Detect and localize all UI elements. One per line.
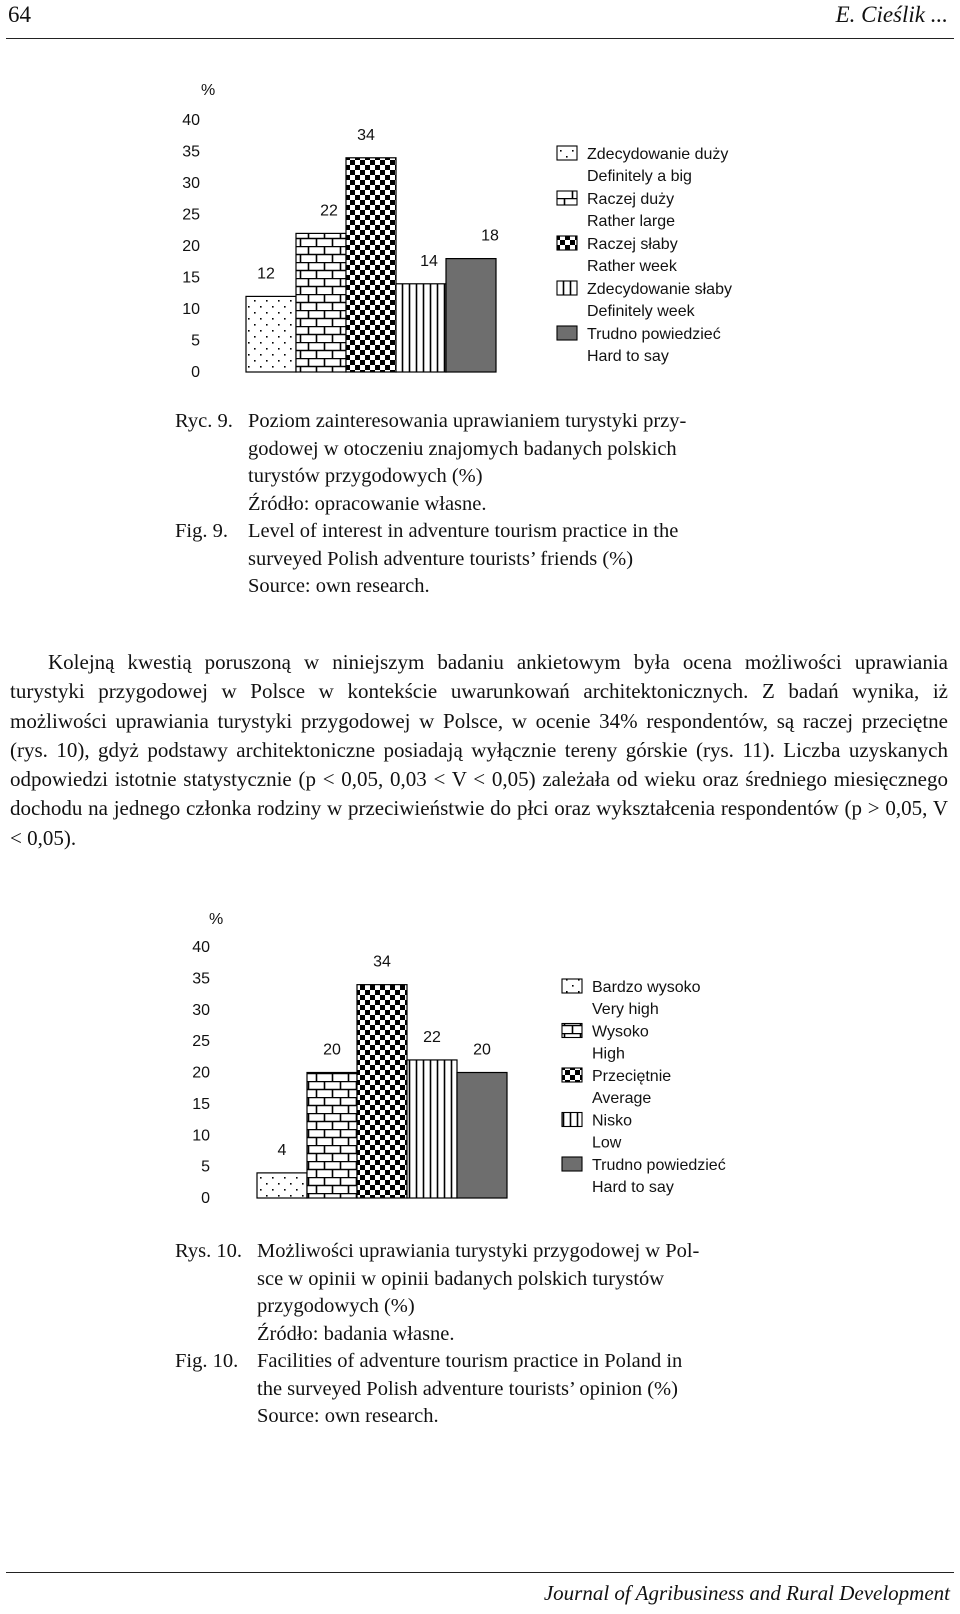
- caption-line: sce w opinii w opinii badanych polskich turystów: [257, 1267, 665, 1290]
- data-label: 12: [257, 265, 275, 283]
- caption-line: Źródło: opracowanie własne.: [248, 492, 487, 515]
- legend-label: Raczej duży: [587, 191, 675, 208]
- y-tick-label: 5: [201, 1158, 210, 1176]
- legend-label: Rather week: [587, 258, 677, 275]
- y-tick-label: 30: [182, 175, 200, 192]
- legend-label: Average: [592, 1090, 652, 1107]
- figure-9-chart: [0, 70, 960, 390]
- bar: [346, 158, 396, 372]
- y-tick-label: 40: [192, 939, 210, 956]
- legend-label: Trudno powiedzieć: [592, 1157, 726, 1174]
- legend-swatch: [557, 236, 577, 250]
- caption-line: przygodowych (%): [257, 1295, 415, 1317]
- bar: [257, 1173, 307, 1198]
- data-label: 20: [323, 1041, 341, 1059]
- caption-line: turystów przygodowych (%): [248, 465, 483, 487]
- legend-label: Wysoko: [592, 1023, 649, 1041]
- y-tick-label: 35: [192, 970, 210, 988]
- legend-swatch: [562, 979, 582, 993]
- bar: [296, 233, 346, 372]
- data-label: 14: [420, 252, 438, 270]
- data-label: 34: [373, 953, 391, 971]
- running-head-author: E. Cieślik ...: [835, 2, 948, 27]
- figure-10-caption: [175, 1238, 775, 1431]
- y-tick-label: 40: [182, 112, 200, 129]
- legend-label: Hard to say: [592, 1179, 674, 1196]
- caption-line: Source: own research.: [257, 1405, 439, 1427]
- y-tick-label: 5: [191, 332, 200, 350]
- legend-label: Very high: [592, 1001, 659, 1018]
- data-label: 22: [320, 202, 338, 220]
- legend-label: Nisko: [592, 1112, 633, 1130]
- bar: [357, 985, 407, 1198]
- y-axis-label: %: [209, 911, 224, 928]
- y-tick-label: 0: [201, 1190, 210, 1207]
- caption-line: Facilities of adventure tourism practice in Poland in: [257, 1350, 683, 1372]
- caption-label-pl: Ryc. 9.: [175, 410, 233, 432]
- y-tick-label: 25: [192, 1033, 210, 1051]
- caption-label-en: Fig. 9.: [175, 520, 228, 542]
- data-label: 22: [423, 1028, 441, 1046]
- legend-label: Rather large: [587, 213, 676, 230]
- legend-label: Zdecydowanie słaby: [587, 281, 732, 298]
- legend-label: Low: [592, 1134, 622, 1152]
- caption-line: Źródło: badania własne.: [257, 1322, 455, 1345]
- legend-swatch: [562, 1113, 582, 1127]
- legend-swatch: [562, 1024, 582, 1038]
- y-tick-label: 30: [192, 1001, 210, 1019]
- legend-swatch: [562, 1068, 582, 1082]
- data-label: 20: [473, 1041, 491, 1059]
- footer-rule: [6, 1572, 954, 1573]
- bar: [396, 284, 446, 372]
- legend-label: Raczej słaby: [587, 236, 678, 253]
- bar: [246, 296, 296, 372]
- data-label: 4: [277, 1141, 287, 1159]
- data-label: 34: [357, 126, 375, 144]
- legend-label: Zdecydowanie duży: [587, 146, 729, 163]
- caption-line: surveyed Polish adventure tourists’ friends (%): [248, 547, 634, 570]
- bar: [407, 1060, 457, 1198]
- y-tick-label: 0: [191, 364, 200, 381]
- legend-label: Przeciętnie: [592, 1068, 672, 1085]
- y-tick-label: 15: [192, 1095, 210, 1113]
- figure-10-chart: [0, 905, 960, 1235]
- caption-line: Level of interest in adventure tourism practice in the: [248, 520, 679, 542]
- caption-line: Możliwości uprawiania turystyki przygodowej w Pol-: [257, 1240, 700, 1262]
- legend-label: Hard to say: [587, 348, 669, 365]
- legend-swatch: [562, 1157, 582, 1171]
- legend-swatch: [557, 326, 577, 340]
- caption-line: the surveyed Polish adventure tourists’ opinion (%): [257, 1377, 678, 1400]
- y-tick-label: 25: [182, 206, 200, 224]
- legend-label: Bardzo wysoko: [592, 979, 701, 996]
- y-tick-label: 15: [182, 269, 200, 287]
- legend-label: High: [592, 1045, 625, 1063]
- legend-swatch: [557, 146, 577, 160]
- bar: [457, 1073, 507, 1199]
- y-tick-label: 20: [182, 238, 200, 255]
- caption-label-en: Fig. 10.: [175, 1350, 239, 1372]
- page-number: 64: [8, 2, 31, 27]
- header-rule: [6, 38, 954, 39]
- data-label: 18: [481, 227, 499, 245]
- bar: [307, 1073, 357, 1199]
- legend-swatch: [557, 281, 577, 295]
- legend-label: Definitely a big: [587, 168, 692, 185]
- legend-label: Trudno powiedzieć: [587, 326, 721, 343]
- figure-9-caption: [175, 408, 775, 601]
- y-tick-label: 35: [182, 143, 200, 161]
- bar: [446, 259, 496, 372]
- legend-swatch: [557, 191, 577, 205]
- body-paragraph: Kolejną kwestią poruszoną w niniejszym badaniu ankietowym była ocena możliwości uprawiania turystyki przygodowej w Polsce w kontekście uwarunkowań architektonicznych. Z badań wynika, iż możliwości uprawiania turystyki przygodowej w Polsce, w ocenie 34% respondentów, są raczej przeciętne (rys. 10), gdyż podstawy architektoniczne posiadają wyłącznie tereny górskie (rys. 11). Liczba uzyskanych odpowiedzi istotnie statystycznie (p < 0,05, 0,03 < V < 0,05) zależała od wieku oraz średniego miesięcznego dochodu na jednego członka rodziny w przeciwieństwie do płci oraz wykształcenia respondentów (p > 0,05, V < 0,05).: [10, 650, 948, 850]
- caption-line: Poziom zainteresowania uprawianiem turystyki przy-: [248, 410, 687, 432]
- caption-line: godowej w otoczeniu znajomych badanych polskich: [248, 437, 677, 460]
- y-tick-label: 10: [182, 301, 200, 318]
- y-tick-label: 10: [192, 1127, 210, 1145]
- legend-label: Definitely week: [587, 303, 695, 320]
- caption-line: Source: own research.: [248, 575, 430, 597]
- journal-footer: Journal of Agribusiness and Rural Development: [543, 1581, 950, 1605]
- caption-label-pl: Rys. 10.: [175, 1240, 242, 1262]
- y-axis-label: %: [201, 82, 216, 99]
- y-tick-label: 20: [192, 1064, 210, 1082]
